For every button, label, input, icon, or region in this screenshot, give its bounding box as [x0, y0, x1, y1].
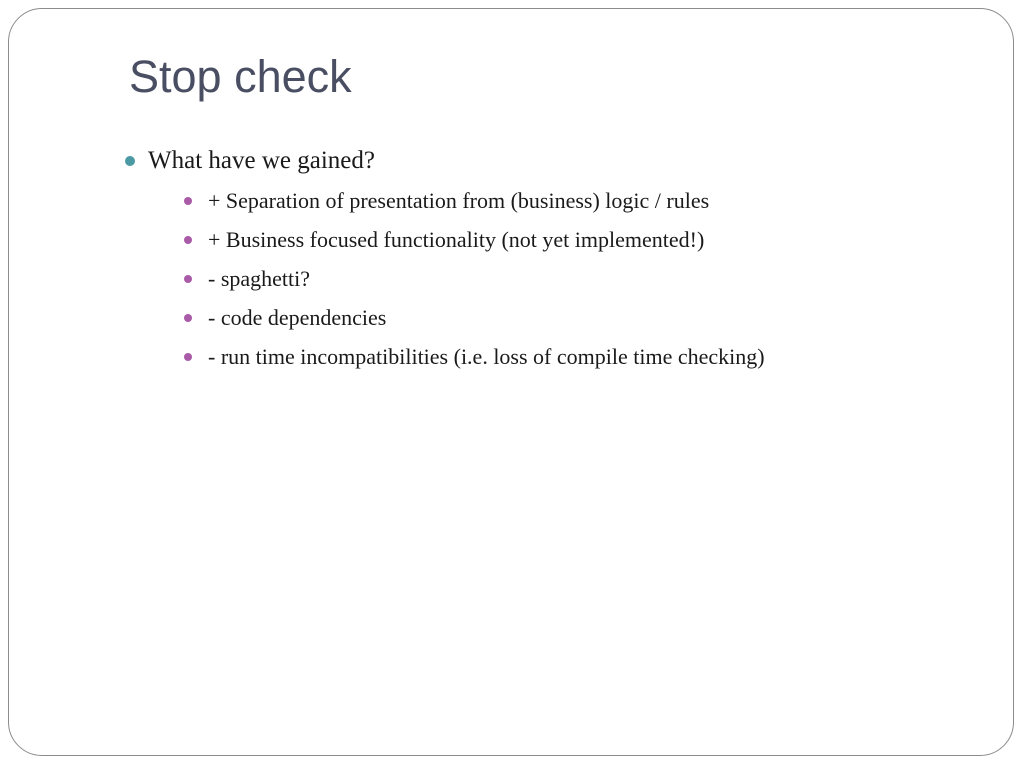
sub-bullet-text: - code dependencies	[208, 305, 387, 330]
bullet-text: What have we gained?	[148, 147, 375, 174]
sub-bullet-dot-icon	[184, 197, 192, 205]
sub-bullet-item	[208, 226, 765, 265]
slide-frame	[8, 8, 1014, 756]
slide-title: Stop check	[129, 51, 352, 102]
sub-bullet-dot-icon	[184, 236, 192, 244]
sub-bullet-text: - run time incompatibilities (i.e. loss of compile time checking)	[208, 344, 765, 369]
bullet-dot-icon	[125, 156, 135, 166]
sub-bullet-item	[208, 187, 765, 226]
sub-bullet-item	[208, 304, 765, 343]
bullet-item	[148, 145, 765, 369]
sub-bullet-text: + Separation of presentation from (business) logic / rules	[208, 188, 710, 213]
sub-bullet-item	[208, 343, 765, 382]
sub-bullet-item	[208, 265, 765, 304]
sub-bullet-dot-icon	[184, 353, 192, 361]
sub-bullet-text: + Business focused functionality (not yet implemented!)	[208, 227, 705, 252]
sub-bullet-list	[208, 187, 765, 382]
sub-bullet-text: - spaghetti?	[208, 266, 311, 291]
sub-bullet-dot-icon	[184, 275, 192, 283]
sub-bullet-dot-icon	[184, 314, 192, 322]
